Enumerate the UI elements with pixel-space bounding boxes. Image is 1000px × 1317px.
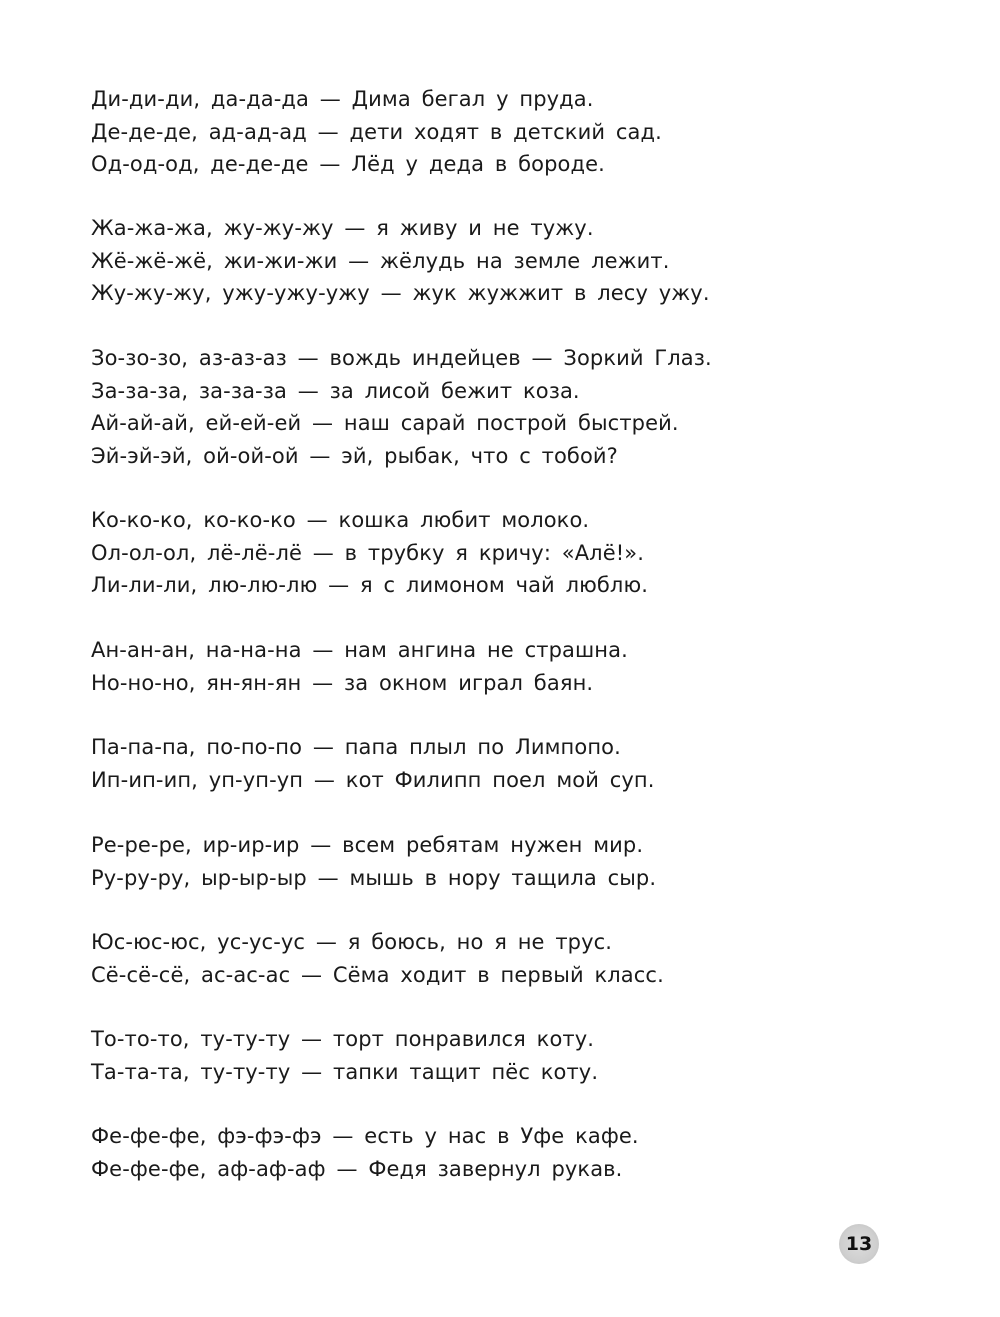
verse-line: Ан-ан-ан, на-на-на — нам ангина не страшна.: [91, 638, 628, 662]
verse-line: Ол-ол-ол, лё-лё-лё — в трубку я кричу: «Алё!».: [91, 540, 644, 565]
verse-line: Фе-фе-фе, аф-аф-аф — Федя завернул рукав.: [91, 1156, 623, 1181]
stanza-1: [91, 83, 662, 181]
verse-line: Ип-ип-ип, уп-уп-уп — кот Филипп поел мой суп.: [91, 767, 655, 792]
stanza-3: [91, 342, 712, 472]
verse-line: Жё-жё-жё, жи-жи-жи — жёлудь на земле лежит.: [91, 248, 670, 273]
verse-line: Фе-фе-фе, фэ-фэ-фэ — есть у нас в Уфе кафе.: [91, 1124, 639, 1148]
page-number-badge: [839, 1224, 879, 1264]
verse-line: То-то-то, ту-ту-ту — торт понравился коту.: [91, 1027, 595, 1051]
stanza-5: [91, 634, 628, 699]
verse-line: Ли-ли-ли, лю-лю-лю — я с лимоном чай люблю.: [91, 573, 649, 597]
verse-line: Зо-зо-зо, аз-аз-аз — вождь индейцев — Зоркий Глаз.: [91, 346, 712, 370]
verse-line: Ре-ре-ре, ир-ир-ир — всем ребятам нужен мир.: [91, 833, 644, 857]
stanza-9: [91, 1023, 598, 1088]
stanza-7: [91, 829, 656, 894]
stanza-6: [91, 731, 655, 796]
verse-line: Та-та-та, ту-ту-ту — тапки тащит пёс коту.: [91, 1059, 599, 1084]
verse-line: За-за-за, за-за-за — за лисой бежит коза.: [91, 378, 580, 403]
verse-line: Од-од-од, де-де-де — Лёд у деда в бороде.: [91, 152, 605, 176]
verse-line: Ди-ди-ди, да-да-да — Дима бегал у пруда.: [91, 87, 594, 111]
verse-line: Жа-жа-жа, жу-жу-жу — я живу и не тужу.: [91, 216, 594, 240]
stanza-2: [91, 212, 710, 310]
verse-line: Сё-сё-сё, ас-ас-ас — Сёма ходит в первый класс.: [91, 962, 664, 987]
stanza-4: [91, 504, 648, 602]
page-number: 13: [845, 1233, 873, 1255]
stanza-10: [91, 1120, 639, 1185]
verse-line: Па-па-па, по-по-по — папа плыл по Лимпопо.: [91, 735, 621, 759]
verse-line: Эй-эй-эй, ой-ой-ой — эй, рыбак, что с тобой?: [91, 443, 618, 468]
verse-line: Ай-ай-ай, ей-ей-ей — наш сарай построй быстрей.: [91, 411, 679, 435]
verse-line: Жу-жу-жу, ужу-ужу-ужу — жук жужжит в лесу ужу.: [91, 281, 710, 305]
verse-line: Ру-ру-ру, ыр-ыр-ыр — мышь в нору тащила сыр.: [91, 865, 657, 890]
verse-line: Но-но-но, ян-ян-ян — за окном играл баян.: [91, 670, 594, 695]
stanza-8: [91, 926, 664, 991]
verse-line: Ко-ко-ко, ко-ко-ко — кошка любит молоко.: [91, 508, 590, 532]
verse-line: Юс-юс-юс, ус-ус-ус — я боюсь, но я не трус.: [91, 930, 613, 954]
verse-line: Де-де-де, ад-ад-ад — дети ходят в детский сад.: [91, 119, 662, 144]
